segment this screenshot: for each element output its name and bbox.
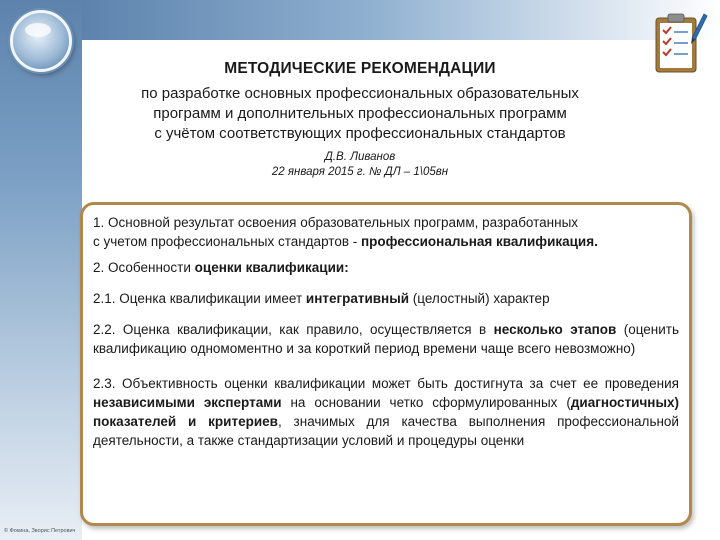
item-2-3-text-2: на основании четко сформулированных ( [281, 395, 571, 410]
item-2-text: 2. Особенности [93, 260, 195, 275]
subtitle-line-1: по разработке основных профессиональных образовательных [141, 85, 579, 102]
document-heading [100, 60, 620, 180]
copyright-note: © Фокина, Зворис Петрович [4, 528, 76, 534]
clipboard-checklist-icon [648, 8, 708, 78]
item-2-1-paragraph [93, 289, 679, 308]
item-1-emphasis: профессиональная квалификация. [361, 234, 598, 249]
item-2-paragraph [93, 258, 679, 277]
item-2-2-emphasis: несколько этапов [493, 322, 617, 337]
item-2-2-paragraph [93, 320, 679, 358]
subtitle-line-2: программ и дополнительных профессиональных программ [153, 105, 567, 122]
item-1-line-2 [93, 234, 598, 249]
document-subtitle [100, 84, 620, 144]
glossy-orb-icon [10, 10, 72, 72]
subtitle-line-3: с учётом соответствующих профессиональных стандартов [154, 125, 566, 142]
item-2-3-emphasis-2: диагностичных) показателей и критериев [93, 395, 679, 429]
item-1-text: с учетом профессиональных стандартов - [93, 234, 361, 249]
item-2-emphasis: оценки квалификации: [194, 260, 349, 275]
orb-highlight [25, 23, 51, 37]
document-title: МЕТОДИЧЕСКИЕ РЕКОМЕНДАЦИИ [224, 60, 496, 77]
left-decor-band [0, 0, 82, 540]
item-2-1-text: 2.1. Оценка квалификации имеет [93, 291, 306, 306]
item-2-2-text: 2.2. Оценка квалификации, как правило, осуществляется в [93, 322, 494, 337]
item-2-2-suffix: (оценить квалификацию одномоментно и за короткий период времени чаще всего невозможно) [93, 322, 680, 356]
item-2-1-suffix: (целостный) характер [409, 291, 550, 306]
item-2-3-text-1: 2.3. Объективность оценки квалификации может быть достигнута за счет ее проведения [93, 376, 679, 391]
item-2-1-emphasis: интегративный [305, 291, 410, 306]
item-1-paragraph [93, 213, 679, 251]
item-1-line-1: 1. Основной результат освоения образовательных программ, разработанных [93, 215, 579, 230]
item-2-3-text-3: , значимых для качества выполнения профессиональной деятельности, а также стандартизации условий и процедуры оценки [93, 414, 679, 448]
item-2-3-paragraph [93, 374, 679, 450]
recommendations-box [80, 202, 692, 526]
item-2-3-emphasis-1: независимыми экспертами [93, 395, 282, 410]
author-block [100, 150, 620, 180]
date-reference: 22 января 2015 г. № ДЛ – 1\05вн [271, 166, 449, 178]
top-decor-band [82, 0, 720, 40]
author-name: Д.В. Ливанов [324, 151, 396, 163]
